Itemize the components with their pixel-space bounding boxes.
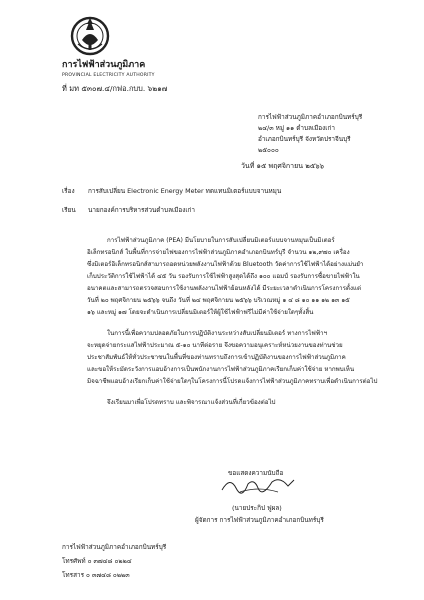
paragraph-line: ๑๖ และหมู่ ๑๗ โดยจะดำเนินการเปลี่ยนมิเตอร์ให้ผู้ใช้ไฟฟ้าฟรีไม่มีค่าใช้จ่ายใดๆทั้งสิ้น (87, 309, 314, 316)
sender-address-line: อำเภอกบินทร์บุรี จังหวัดปราจีนบุรี (258, 135, 351, 143)
signature-image (218, 474, 298, 496)
signer-position: ผู้จัดการ การไฟฟ้าส่วนภูมิภาคอำเภอกบินทร์บุรี (195, 516, 324, 524)
org-name-th: การไฟฟ้าส่วนภูมิภาค (62, 60, 146, 70)
letter-date: วันที่ ๑๕ พฤศจิกายน ๒๕๖๖ (241, 162, 324, 170)
footer-phone: โทรศัพท์ ๐ ๓๗๔๘ ๐๒๒๔ (62, 557, 132, 565)
paragraph-line: ซึ่งมิเตอร์อิเล็กทรอนิกส์สามารถอดหน่วยพลังงานไฟฟ้าด้วย Bluetooth วัดค่าการใช้ไฟฟ้าได้อย่างแม่นยำ (87, 261, 364, 268)
footer-office: การไฟฟ้าส่วนภูมิภาคอำเภอกบินทร์บุรี (62, 543, 167, 551)
closing-request: จึงเรียนมาเพื่อโปรดทราบ และพิจารณาแจ้งส่วนที่เกี่ยวข้องต่อไป (107, 399, 276, 406)
paragraph-line: ประชาสัมพันธ์ให้ทั่วประชาชนในพื้นที่ของท่านทราบถึงการเข้าปฏิบัติงานของการไฟฟ้าส่วนภูมิภาค (87, 354, 346, 361)
subject-text: การสับเปลี่ยน Electronic Energy Meter ทดแทนมิเตอร์แบบจานหมุน (88, 187, 282, 195)
paragraph-line: การไฟฟ้าส่วนภูมิภาค (PEA) มีนโยบายในการสับเปลี่ยนมิเตอร์แบบจานหมุนเป็นมิเตอร์ (107, 237, 335, 244)
sender-address-line: ๒๔/๓ หมู่ ๑๑ ตำบลเมืองเก่า (258, 124, 335, 132)
org-name-en: PROVINCIAL ELECTRICITY AUTHORITY (62, 73, 155, 78)
regards-text: ขอแสดงความนับถือ (228, 469, 284, 477)
subject-label: เรื่อง (62, 187, 75, 195)
paragraph-line: อิเล็กทรอนิกส์ ในพื้นที่การจ่ายไฟของการไฟฟ้าส่วนภูมิภาคอำเภอกบินทร์บุรี จำนวน ๑๒,๙๗๐ เครื่อง (87, 249, 350, 256)
paragraph-line: มิจฉาชีพแอบอ้างเรียกเก็บค่าใช้จ่ายใดๆในโครงการนี้โปรดแจ้งการไฟฟ้าส่วนภูมิภาคทราบเพื่อดำเนินการต่อไป (87, 378, 378, 385)
paragraph-line: ในการนี้เพื่อความปลอดภัยในการปฏิบัติงานระหว่างสับเปลี่ยนมิเตอร์ ทางการไฟฟ้าฯ (107, 330, 328, 337)
paragraph-line: และขอให้ระมัดระวังการแอบอ้างการเป็นพนักงานการไฟฟ้าส่วนภูมิภาคเรียกเก็บค่าใช้จ่าย หากพบเห็น (87, 366, 355, 373)
paragraph-line: จะหยุดจ่ายกระแสไฟฟ้าประมาณ ๕-๑๐ นาทีต่อราย จึงขอความอนุเคราะห์หน่วยงานของท่านช่วย (87, 342, 343, 349)
pea-logo-icon (70, 14, 110, 58)
footer-fax: โทรสาร ๐ ๓๗๔๘ ๐๒๒๓ (62, 571, 130, 579)
sender-address-line: ๒๕๐๐๐ (258, 146, 279, 154)
signer-name: (นายประกิป ฟูผล) (232, 504, 282, 512)
sender-address-line: การไฟฟ้าส่วนภูมิภาคอำเภอกบินทร์บุรี (258, 113, 363, 121)
recipient-text: นายกองค์การบริหารส่วนตำบลเมืองเก่า (88, 206, 195, 214)
recipient-label: เรียน (62, 206, 76, 214)
paragraph-line: วันที่ ๒๐ พฤศจิกายน ๒๕๖๖ จนถึง วันที่ ๒๔ พฤศจิกายน ๒๕๖๖ บริเวณหมู่ ๑ ๔ ๘ ๑๐ ๑๑ ๑๒ ๑๓ ๑๕ (87, 297, 350, 304)
document-number: ที่ มท ๕๓๐๗.๔/กฟอ.กบบ. ๖๒๑๗ (62, 84, 168, 93)
paragraph-line: เก็บประวัติการใช้ไฟฟ้าได้ ๔๕ วัน รองรับการใช้ไฟฟ้าสูงสุดได้ถึง ๑๐๐ แอมป์ รองรับการซื้อขายไฟฟ้าใน (87, 273, 360, 280)
paragraph-line: อนาคตและสามารถตรวจสอบการใช้งานพลังงานไฟฟ้าย้อนหลังได้ มีระยะเวลาดำเนินการโครงการตั้งแต่ (87, 285, 361, 292)
